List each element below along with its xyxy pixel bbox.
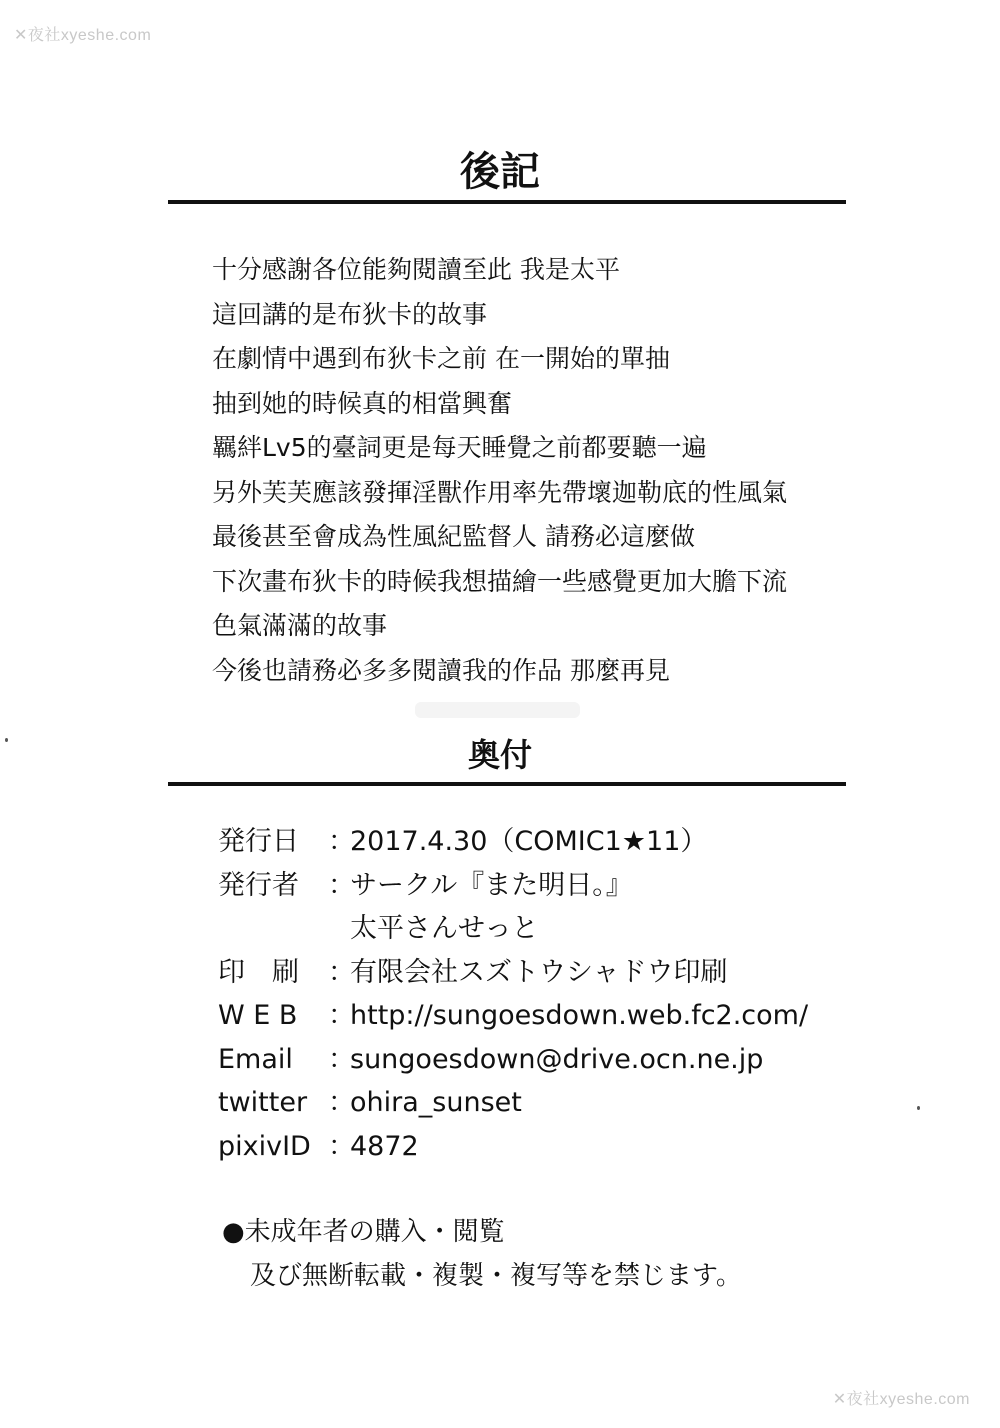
watermark-top: ✕夜社xyeshe.com [14, 27, 152, 44]
colophon-row-pixiv [218, 1127, 808, 1171]
afterword-line: 今後也請務必多多閱讀我的作品 那麼再見 [212, 655, 670, 685]
colophon-key: 発行日 [218, 826, 299, 857]
watermark-bottom: ✕夜社xyeshe.com [832, 1391, 970, 1408]
afterword-line: 在劇情中遇到布狄卡之前 在一開始的單抽 [212, 344, 670, 373]
afterword-line: 十分感謝各位能夠閱讀至此 我是太平 [212, 255, 620, 284]
colophon-row-publisher-name [218, 909, 808, 953]
colophon-value: サークル『また明日。』 [350, 869, 633, 901]
colophon-value: ohira_sunset [350, 1087, 522, 1118]
afterword-title: 後記 [460, 149, 540, 195]
colophon-key: W E B [218, 1000, 298, 1031]
afterword-line: 色氣滿滿的故事 [212, 611, 388, 640]
colophon-row-publisher [218, 866, 808, 910]
colophon-divider [168, 782, 846, 786]
afterword-line: 這回講的是布狄卡的故事 [212, 299, 488, 329]
paper-speck [917, 1106, 920, 1110]
colophon-row-email [218, 1040, 808, 1084]
colophon-separator: ： [328, 1043, 355, 1075]
colophon-key: pixivID [218, 1130, 311, 1162]
colophon-row-web [218, 996, 808, 1040]
colophon-separator: ： [328, 1087, 355, 1118]
afterword-line: 羈絆Lv5的臺詞更是每天睡覺之前都要聽一遍 [212, 433, 707, 462]
afterword-line: 最後甚至會成為性風紀監督人 請務必這麼做 [212, 522, 695, 551]
colophon-separator: ： [328, 1000, 355, 1031]
afterword-line: 下次畫布狄卡的時候我想描繪一些感覺更加大膽下流 [212, 566, 788, 596]
colophon-separator: ： [328, 956, 355, 988]
afterword-line: 另外芙芙應該發揮淫獸作用率先帶壞迦勒底的性風氣 [212, 477, 788, 507]
paper-speck [5, 738, 8, 742]
colophon-value: 4872 [350, 1130, 419, 1162]
colophon-title: 奥付 [467, 736, 532, 774]
colophon-value: 太平さんせっと [350, 913, 539, 944]
faint-ink-mark [415, 702, 580, 718]
colophon-separator: ： [328, 869, 355, 901]
colophon-separator: ： [328, 1130, 355, 1162]
colophon-value: 2017.4.30（COMIC1★11） [350, 826, 708, 857]
notice-line-1: ●未成年者の購入・閲覧 [222, 1217, 505, 1247]
colophon-key: twitter [218, 1087, 308, 1118]
colophon-value: 有限会社スズトウシャドウ印刷 [350, 956, 728, 988]
notice-block [222, 1212, 742, 1300]
notice-line-2: 及び無断転載・複製・複写等を禁じます。 [250, 1261, 742, 1291]
afterword-line: 抽到她的時候真的相當興奮 [212, 388, 513, 418]
colophon-value: sungoesdown@drive.ocn.ne.jp [350, 1043, 764, 1075]
afterword-text [212, 252, 787, 697]
colophon-key: Email [218, 1043, 293, 1075]
afterword-divider [168, 200, 846, 204]
colophon-row-printer [218, 953, 808, 997]
colophon-row-twitter [218, 1083, 808, 1127]
colophon-table [218, 822, 808, 1170]
colophon-separator: ： [328, 826, 355, 857]
colophon-row-publish-date [218, 822, 808, 866]
colophon-key: 発行者 [218, 869, 299, 901]
colophon-value: http://sungoesdown.web.fc2.com/ [350, 1000, 809, 1031]
colophon-key: 印 刷 [218, 956, 299, 988]
